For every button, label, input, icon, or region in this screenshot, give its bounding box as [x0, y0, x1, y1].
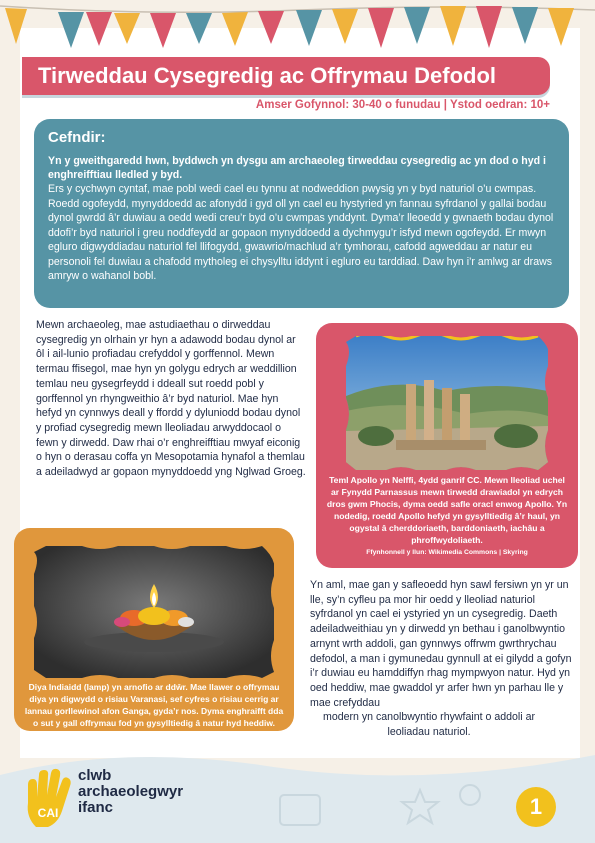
- delphi-caption: Teml Apollo yn Nelffi, 4ydd ganrif CC. Mewn lleoliad uchel ar Fynydd Parnassus mewn tirwedd drawiadol yn edrych dros gwm Phocis, dyma oedd safle oracl enwog Apollo. Yn nodedig, roedd Apollo hefyd yn gysylltiedig â’r haul, yn ogystal â cherddoriaeth, barddoniaeth, iachâu a phroffwydoliaeth.: [326, 475, 568, 545]
- bunting-flags-icon: [0, 0, 595, 60]
- left-column-text: Mewn archaeoleg, mae astudiaethau o dirweddau cysegredig yn olrhain yr hyn a adawodd bodau dynol ar ôl i ail-lunio profiadau crefyddol y gorffennol. Mewn termau ffisegol, mae hyn yn golygu edrych ar weddillion temlau neu gysegrfeydd i ddeall sut roedd pobl y gorffennol yn rhyngweithio â’r byd naturiol. Mae hyn hefyd yn cynnwys deall y ffordd y dyluniodd bodau dynol y profiad cysegredig mewn lleoliadau arwyddocaol o fewn y dirwedd. Daw rhai o’r enghreifftiau mwyaf eiconig o hyn o derasau coffa yn Mesopotamia hynafol a themlau a adeiladwyd ar gopaon mynyddoedd yng Nglwad Groeg.: [36, 319, 306, 479]
- page-title: Tirweddau Cysegredig ac Offrymau Defodol: [38, 63, 497, 88]
- hand-logo-icon: [22, 767, 74, 829]
- diya-lamp-photo: [34, 546, 274, 678]
- delphi-card: [316, 323, 578, 568]
- logo-line: clwb: [78, 767, 112, 784]
- club-logo[interactable]: [22, 763, 202, 833]
- title-bar: [22, 57, 550, 95]
- background-body: Ers y cychwyn cyntaf, mae pobl wedi cael eu tynnu at nodweddion pwysig yn y byd naturiol o’u cwmpas. Roedd ogofeydd, mynyddoedd ac afonydd i gyd oll yn cael eu hystyried yn fannau syfrdanol y gallai bodau dynol gwrdd â’r duwiau a oedd wedi creu’r byd o’u cwmpas ynddynt. Dyma’r lleoedd y gwnaeth bodau dynol ddofi’r byd naturiol i greu noddfeydd ar gopaon mynyddoedd a dychmygu’r isfyd mewn ogofeydd. Er mwyn egluro digwyddiadau naturiol fel llifogydd, gwawrio/machlud a’r tymhorau, cafodd agweddau ar natur eu personoli fel duwiau a chafodd mytholeg ei chysylltu iddynt i egluro eu tarddiad. Daw hyn i’r amlwg ar draws amryw o wahanol bobl.: [48, 183, 554, 282]
- right-column-paragraph: Yn aml, mae gan y safleoedd hyn sawl fersiwn yn yr un lle, sy’n cyfleu pa mor hir oedd y lleoliad naturiol syfrdanol yn cael ei ystyried yn un cysegredig. Daeth adeiladweithiau yn y dirwedd yn bethau i ganolbwyntio arnynt wrth addoli, gan gynnwys offrwm gwrthrychau defodol, a man i gymunedau gynnull at ei gilydd a gofyn i’r duwiau eu hamddiffyn rhag mympwyon natur. Hyd yn oed heddiw, mae gwaddol yr arfer hwn yn parhau lle y mae crefyddau: [310, 579, 572, 709]
- background-lead: Yn y gweithgaredd hwn, byddwch yn dysgu am archaeoleg tirweddau cysegredig ac yn dod o hyd i enghreifftiau lledled y byd.: [48, 155, 547, 181]
- background-heading: Cefndir:: [48, 129, 106, 146]
- logo-mark: CAI: [37, 806, 59, 820]
- right-column-last-line: modern yn canolbwyntio rhywfaint o addoli ar leoliadau naturiol.: [323, 711, 535, 739]
- logo-line: archaeolegwyr: [78, 783, 184, 800]
- right-column-text: [310, 578, 572, 740]
- diya-card: [14, 528, 294, 731]
- logo-text: [78, 768, 183, 816]
- logo-line: ifanc: [78, 799, 114, 816]
- photo-credit: Ffynhonnell y llun: Wikimedia Commons | Skyring: [366, 549, 528, 556]
- temple-photo: [346, 336, 548, 470]
- background-box: [34, 119, 569, 308]
- page-number-badge: 1: [516, 787, 556, 827]
- diya-caption: Diya Indiaidd (lamp) yn arnofio ar ddŵr. Mae llawer o offrymau diya yn digwydd o risiau Varanasi, sef cyfres o risiau cerrig ar lannau gorllewinol afon Ganga, gyda’r nos. Dyma enghraifft dda o sut y gall offrymau fod yn gysylltiedig â natur hyd heddiw.: [24, 682, 284, 728]
- time-age-info: Amser Gofynnol: 30-40 o funudau | Ystod oedran: 10+: [255, 99, 550, 111]
